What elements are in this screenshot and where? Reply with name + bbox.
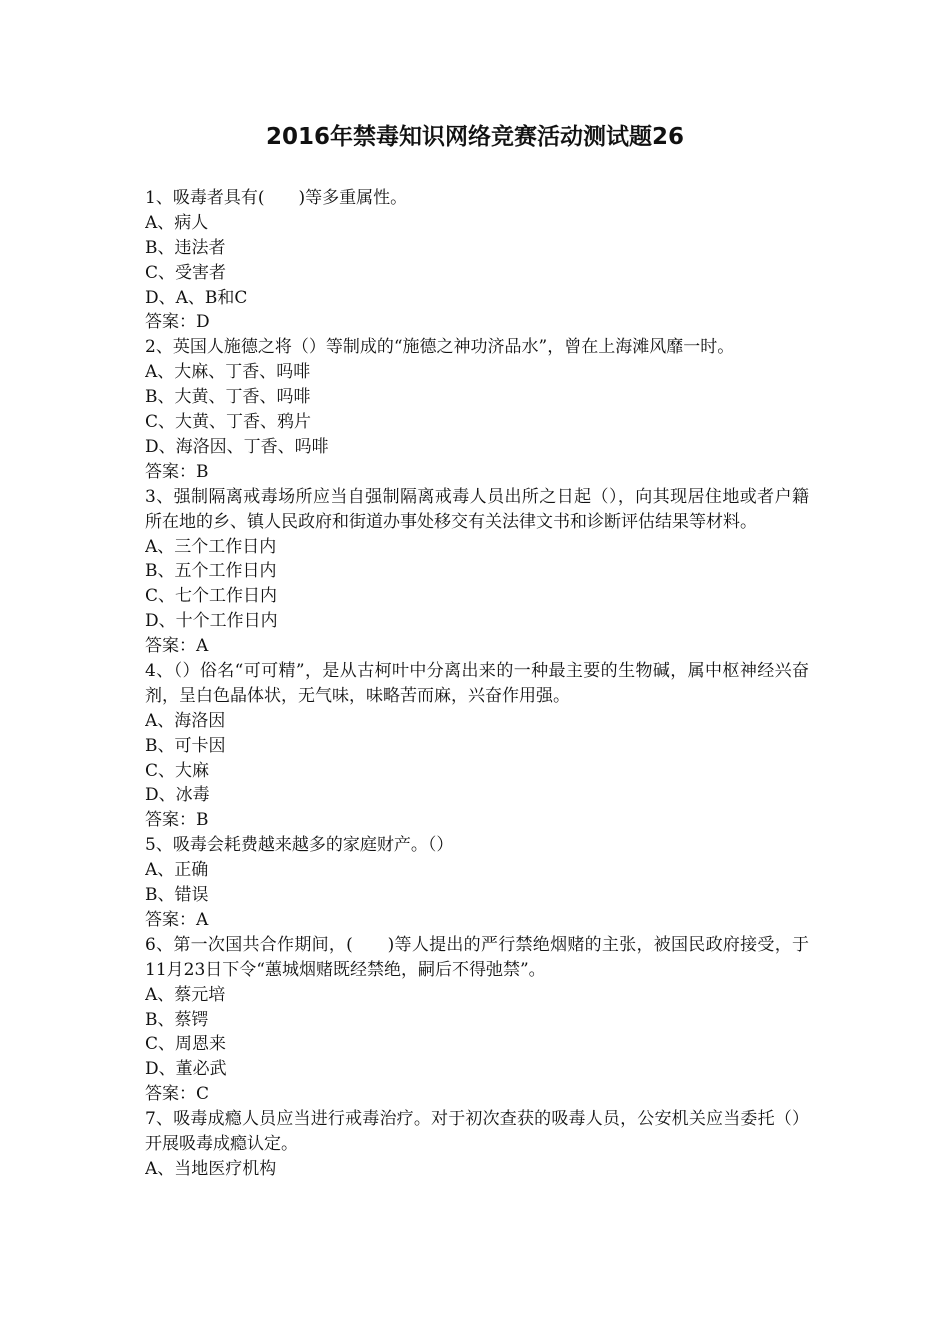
option-a: A、病人	[145, 212, 209, 233]
option-c: C、大黄、丁香、鸦片	[145, 412, 312, 433]
option-a: A、正确	[145, 860, 209, 881]
option-c: C、大麻	[145, 760, 210, 781]
option-b: B、大黄、丁香、吗啡	[145, 387, 311, 408]
answer: 答案：A	[145, 636, 209, 657]
question-list	[145, 186, 809, 1182]
option-b: B、错误	[145, 885, 209, 906]
answer: 答案：A	[145, 909, 209, 930]
answer: 答案：C	[145, 1084, 210, 1105]
option-a: A、蔡元培	[145, 984, 226, 1005]
option-c: C、周恩来	[145, 1034, 227, 1055]
question-stem: 1、吸毒者具有( )等多重属性。	[145, 188, 408, 208]
question-stem: 3、强制隔离戒毒场所应当自强制隔离戒毒人员出所之日起（），向其现居住地或者户籍所在地的乡、镇人民政府和街道办事处移交有关法律文书和诊断评估结果等材料。	[145, 486, 809, 532]
question-stem: 7、吸毒成瘾人员应当进行戒毒治疗。对于初次查获的吸毒人员，公安机关应当委托（）开展吸毒成瘾认定。	[145, 1109, 809, 1154]
option-a: A、海洛因	[145, 710, 226, 731]
question-stem: 4、（）俗名“可可精”，是从古柯叶中分离出来的一种最主要的生物碱，属中枢神经兴奋剂，呈白色晶体状，无气味，味略苦而麻，兴奋作用强。	[145, 660, 809, 706]
answer: 答案：D	[145, 312, 210, 333]
option-d: D、冰毒	[145, 785, 210, 806]
option-a: A、当地医疗机构	[145, 1158, 277, 1179]
option-c: C、七个工作日内	[145, 586, 278, 607]
option-c: C、受害者	[145, 262, 227, 283]
option-d: D、海洛因、丁香、吗啡	[145, 436, 329, 457]
option-d: D、董必武	[145, 1059, 227, 1080]
option-d: D、A、B和C	[145, 287, 248, 308]
option-a: A、大麻、丁香、吗啡	[145, 362, 311, 383]
option-d: D、十个工作日内	[145, 611, 278, 632]
question-stem: 6、第一次国共合作期间，( )等人提出的严行禁绝烟赌的主张，被国民政府接受，于11月23日下令“蕙城烟赌既经禁绝，嗣后不得弛禁”。	[145, 934, 809, 980]
question-stem: 2、英国人施德之将（）等制成的“施德之神功济品水”，曾在上海滩风靡一时。	[145, 337, 735, 358]
answer: 答案：B	[145, 810, 209, 831]
question-stem: 5、吸毒会耗费越来越多的家庭财产。（）	[145, 835, 454, 856]
option-b: B、可卡因	[145, 735, 226, 756]
option-a: A、三个工作日内	[145, 536, 277, 557]
option-b: B、蔡锷	[145, 1009, 209, 1030]
answer: 答案：B	[145, 461, 209, 482]
document-title: 2016年禁毒知识网络竞赛活动测试题26	[265, 124, 685, 150]
option-b: B、五个工作日内	[145, 561, 277, 582]
option-b: B、违法者	[145, 237, 226, 258]
